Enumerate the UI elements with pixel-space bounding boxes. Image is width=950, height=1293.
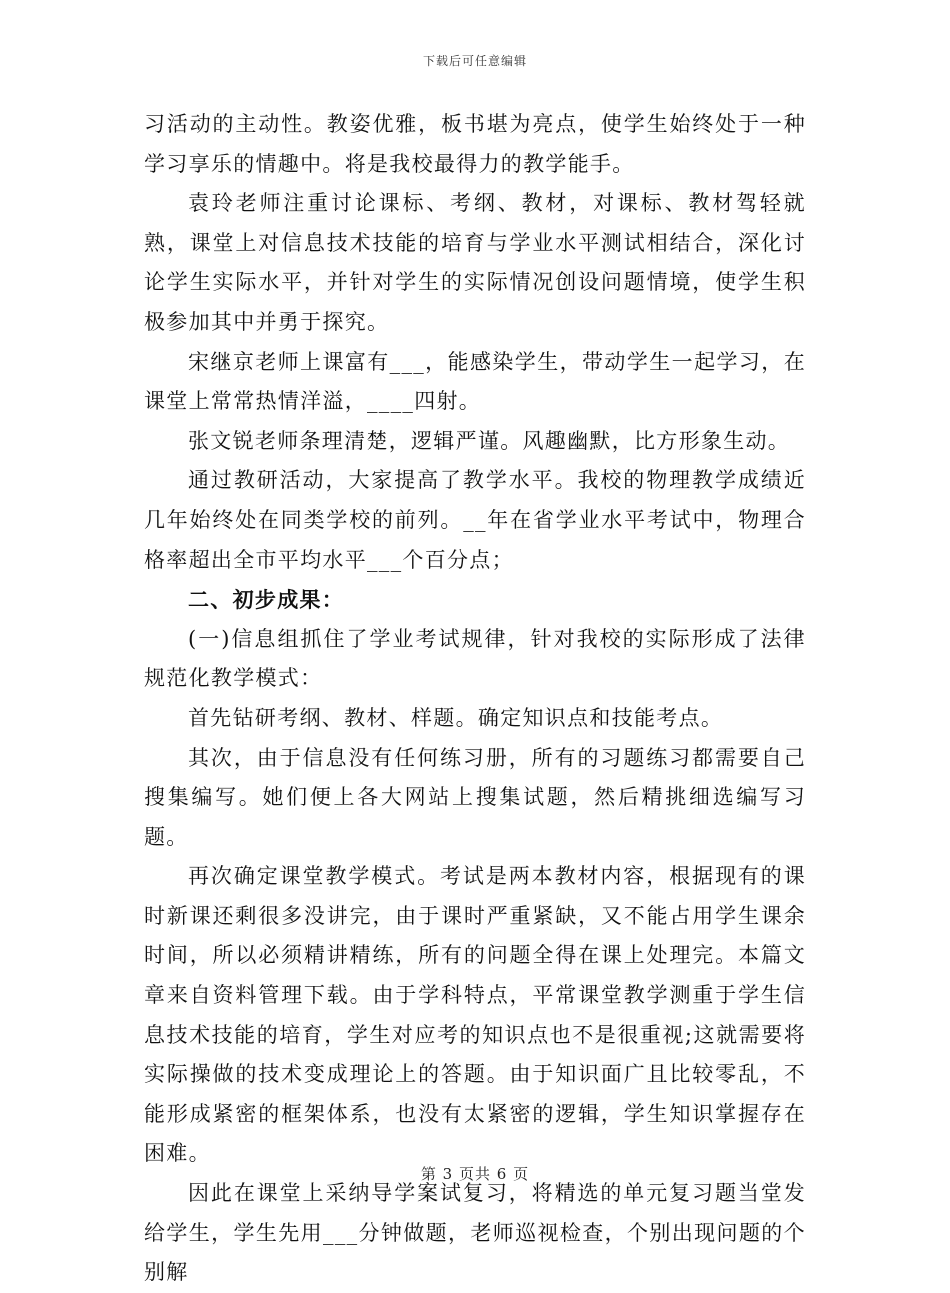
page-footer: 第 3 页共 6 页 [420,1165,530,1183]
page-header: 下载后可任意编辑 [422,54,527,68]
paragraph: 其次，由于信息没有任何练习册，所有的习题练习都需要自己搜集编写。她们便上各大网站上搜集试题，然后精挑细选编写习题。 [144,745,806,849]
section-heading: 二、初步成果： [188,587,345,613]
paragraph: 袁玲老师注重讨论课标、考纲、教材，对课标、教材驾轻就熟，课堂上对信息技术技能的培育与学业水平测试相结合，深化讨论学生实际水平，并针对学生的实际情况创设问题情境，使学生积极参加其中并勇于探究。 [144,191,806,334]
paragraph: 张文锐老师条理清楚，逻辑严谨。风趣幽默，比方形象生动。 [188,428,791,453]
paragraph: (一)信息组抓住了学业考试规律，针对我校的实际形成了法律规范化教学模式： [144,626,806,691]
paragraph: 通过教研活动，大家提高了教学水平。我校的物理教学成绩近几年始终处在同类学校的前列。__年在省学业水平考试中，物理合格率超出全市平均水平___个百分点； [144,468,806,572]
paragraph: 首先钻研考纲、教材、样题。确定知识点和技能考点。 [188,705,724,730]
paragraph: 宋继京老师上课富有___，能感染学生，带动学生一起学习，在课堂上常常热情洋溢，____四射。 [144,349,806,414]
paragraph: 再次确定课堂教学模式。考试是两本教材内容，根据现有的课时新课还剩很多没讲完，由于课时严重紧缺，又不能占用学生课余时间，所以必须精讲精练，所有的问题全得在课上处理完。本篇文章来自资料管理下载。由于学科特点，平常课堂教学测重于学生信息技术技能的培育，学生对应考的知识点也不是很重视;这就需要将实际操做的技术变成理论上的答题。由于知识面广且比较零乱，不能形成紧密的框架体系，也没有太紧密的逻辑，学生知识掌握存在困难。 [144,864,806,1166]
paragraph: 习活动的主动性。教姿优雅，板书堪为亮点，使学生始终处于一种学习享乐的情趣中。将是我校最得力的教学能手。 [144,112,806,176]
paragraph: 因此在课堂上采纳导学案试复习，将精选的单元复习题当堂发给学生，学生先用___分钟做题，老师巡视检查，个别出现问题的个别解 [144,1181,806,1285]
document-body [144,105,806,1293]
